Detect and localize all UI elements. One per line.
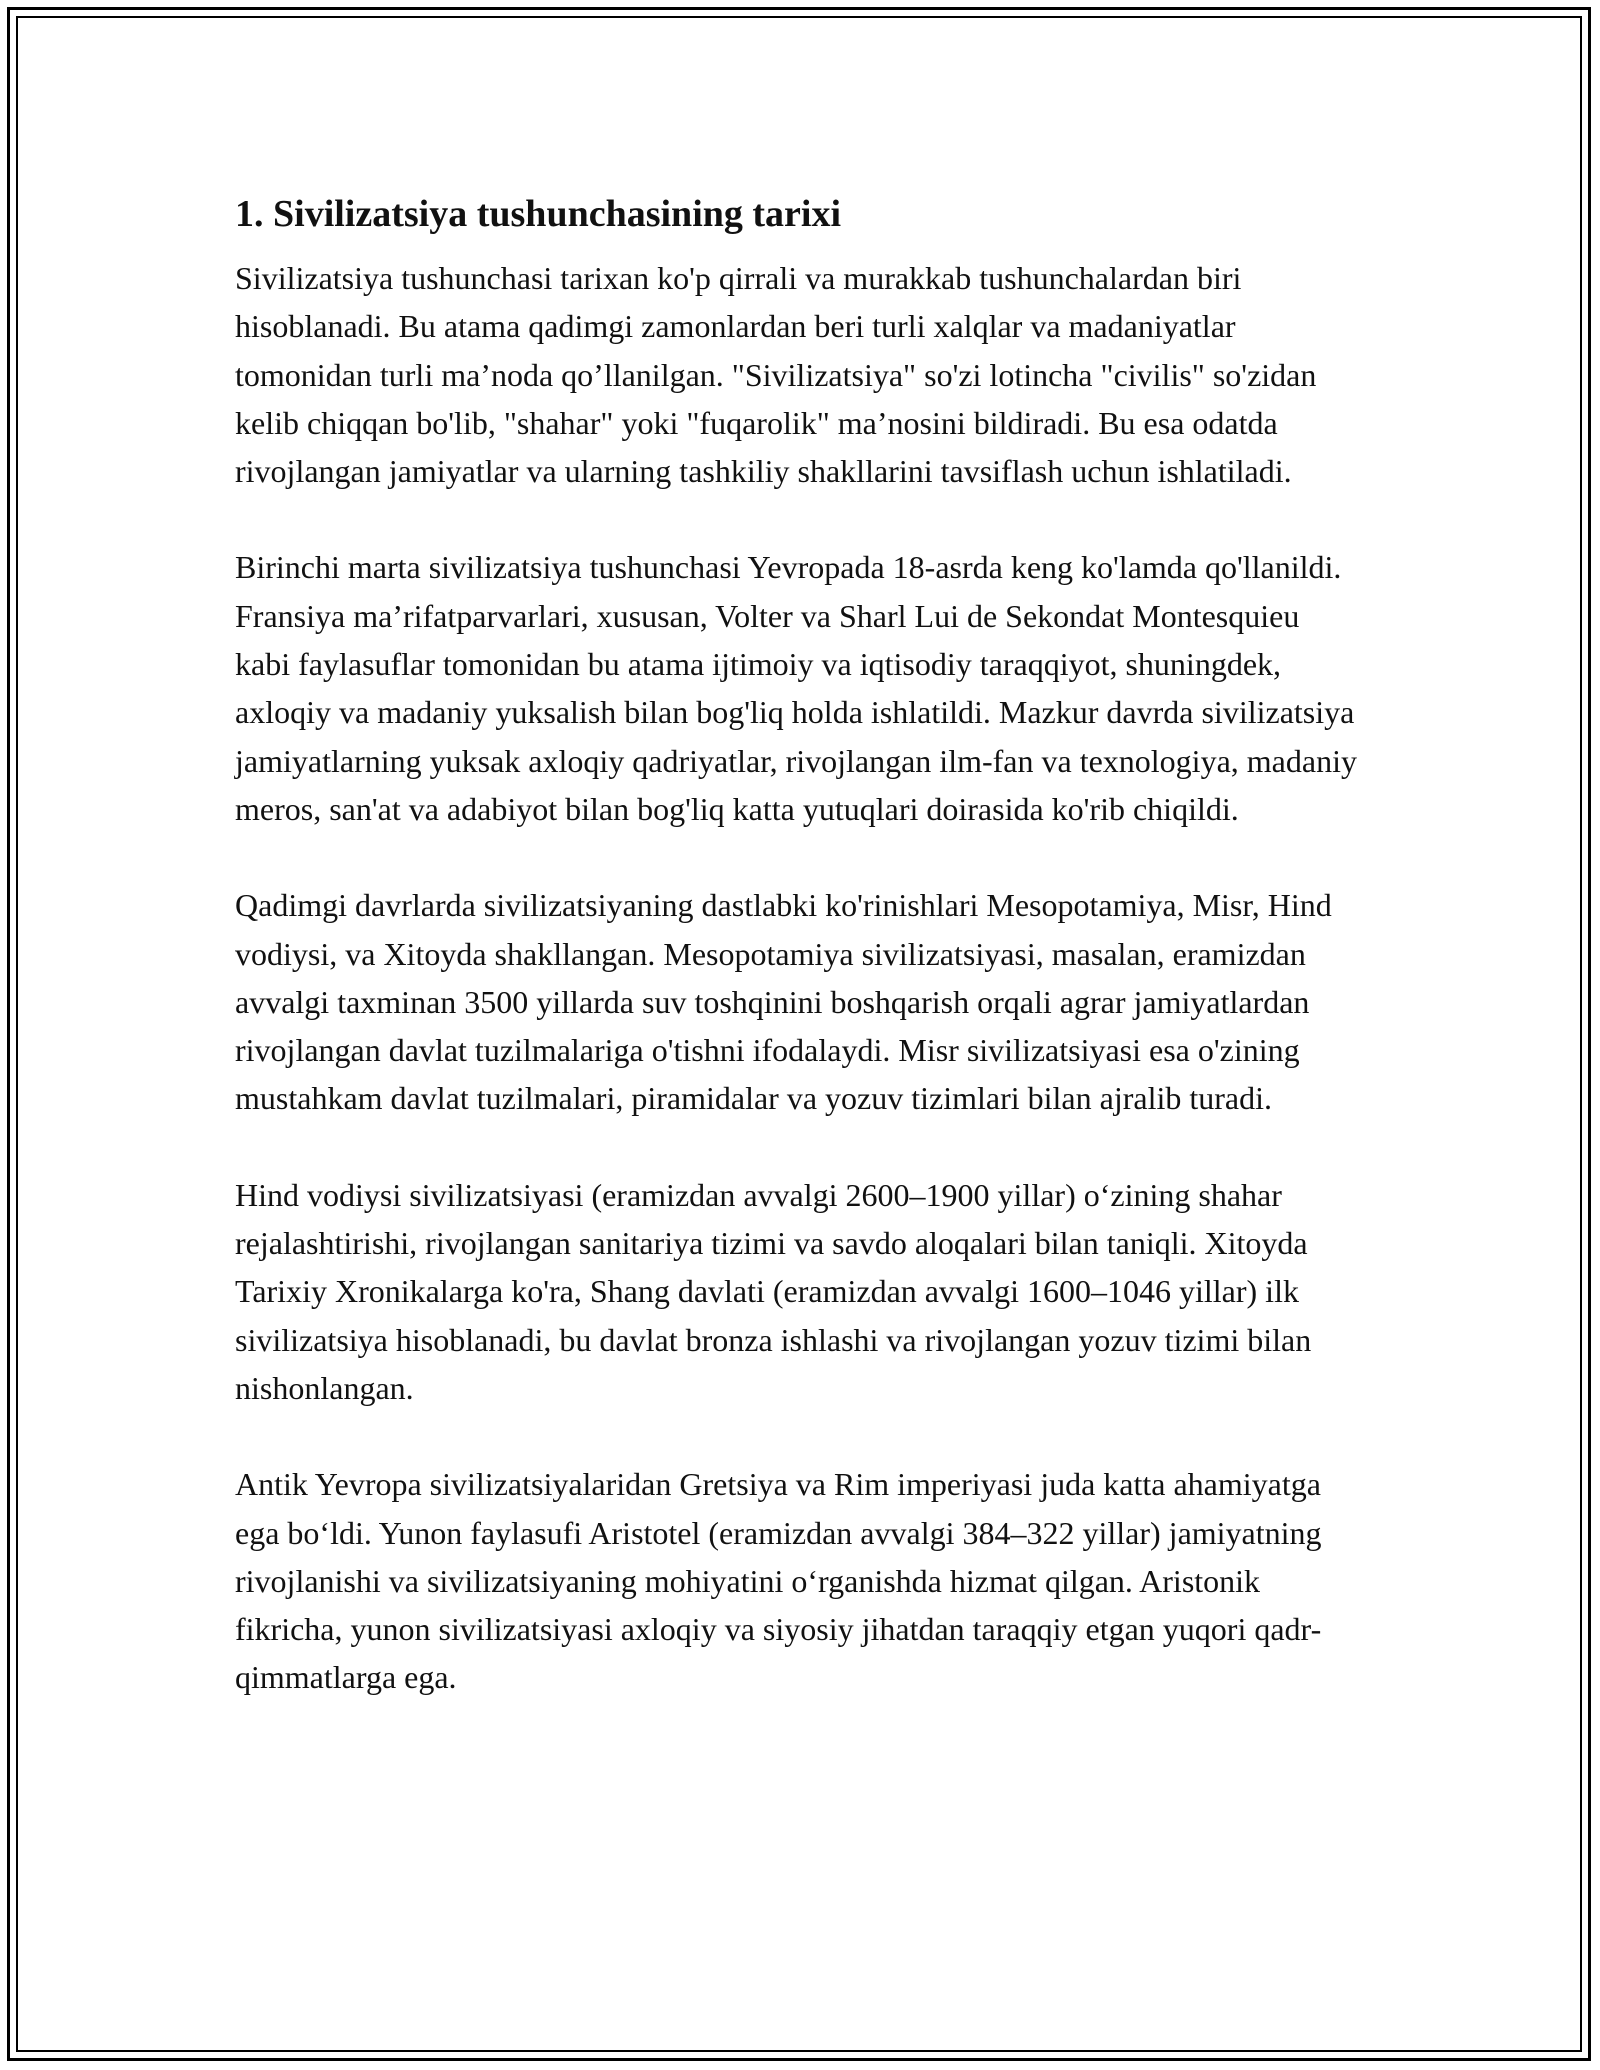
section-heading: 1. Sivilizatsiya tushunchasining tarixi bbox=[235, 193, 842, 235]
paragraph-5: Antik Yevropa sivilizatsiyalaridan Gretsiya va Rim imperiyasi juda katta ahamiyatga ega bo‘ldi. Yunon faylasufi Aristotel (eramizdan avvalgi 384–322 yillar) jamiyatning rivojlanishi va sivilizatsiyaning mohiyatini o‘rganishda hizmat qilgan. Aristonik fikricha, yunon sivilizatsiyasi axloqiy va siyosiy jihatdan taraqqiy etgan yuqori qadr-qimmatlarga ega. bbox=[235, 1466, 1322, 1696]
paragraph-4: Hind vodiysi sivilizatsiyasi (eramizdan avvalgi 2600–1900 yillar) o‘zining shahar rejalashtirishi, rivojlangan sanitariya tizimi va savdo aloqalari bilan taniqli. Xitoyda Tarixiy Xronikalarga ko'ra, Shang davlati (eramizdan avvalgi 1600–1046 yillar) ilk sivilizatsiya hisoblanadi, bu davlat bronza ishlashi va rivojlangan yozuv tizimi bilan nishonlangan. bbox=[235, 1176, 1312, 1406]
paragraph-1: Sivilizatsiya tushunchasi tarixan ko'p qirrali va murakkab tushunchalardan biri hisoblanadi. Bu atama qadimgi zamonlardan beri turli xalqlar va madaniyatlar tomonidan turli ma’noda qo’llanilgan. "Sivilizatsiya" so'zi lotincha "civilis" so'zidan kelib chiqqan bo'lib, "shahar" yoki "fuqarolik" ma’nosini bildiradi. Bu esa odatda rivojlangan jamiyatlar va ularning tashkiliy shakllarini tavsiflash uchun ishlatiladi. bbox=[235, 260, 1317, 490]
document-body bbox=[235, 190, 1360, 1750]
paragraph-2: Birinchi marta sivilizatsiya tushunchasi Yevropada 18-asrda keng ko'lamda qo'llanildi. Fransiya ma’rifatparvarlari, xususan, Volter va Sharl Lui de Sekondat Montesquieu kabi faylasuflar tomonidan bu atama ijtimoiy va iqtisodiy taraqqiyot, shuningdek, axloqiy va madaniy yuksalish bilan bog'liq holda ishlatildi. Mazkur davrda sivilizatsiya jamiyatlarning yuksak axloqiy qadriyatlar, rivojlangan ilm-fan va texnologiya, madaniy meros, san'at va adabiyot bilan bog'liq katta yutuqlari doirasida ko'rib chiqildi. bbox=[235, 549, 1357, 827]
paragraph-3: Qadimgi davrlarda sivilizatsiyaning dastlabki ko'rinishlari Mesopotamiya, Misr, Hind vodiysi, va Xitoyda shakllangan. Mesopotamiya sivilizatsiyasi, masalan, eramizdan avvalgi taxminan 3500 yillarda suv toshqinini boshqarish orqali agrar jamiyatlardan rivojlangan davlat tuzilmalariga o'tishni ifodalaydi. Misr sivilizatsiyasi esa o'zining mustahkam davlat tuzilmalari, piramidalar va yozuv tizimlari bilan ajralib turadi. bbox=[235, 887, 1332, 1117]
